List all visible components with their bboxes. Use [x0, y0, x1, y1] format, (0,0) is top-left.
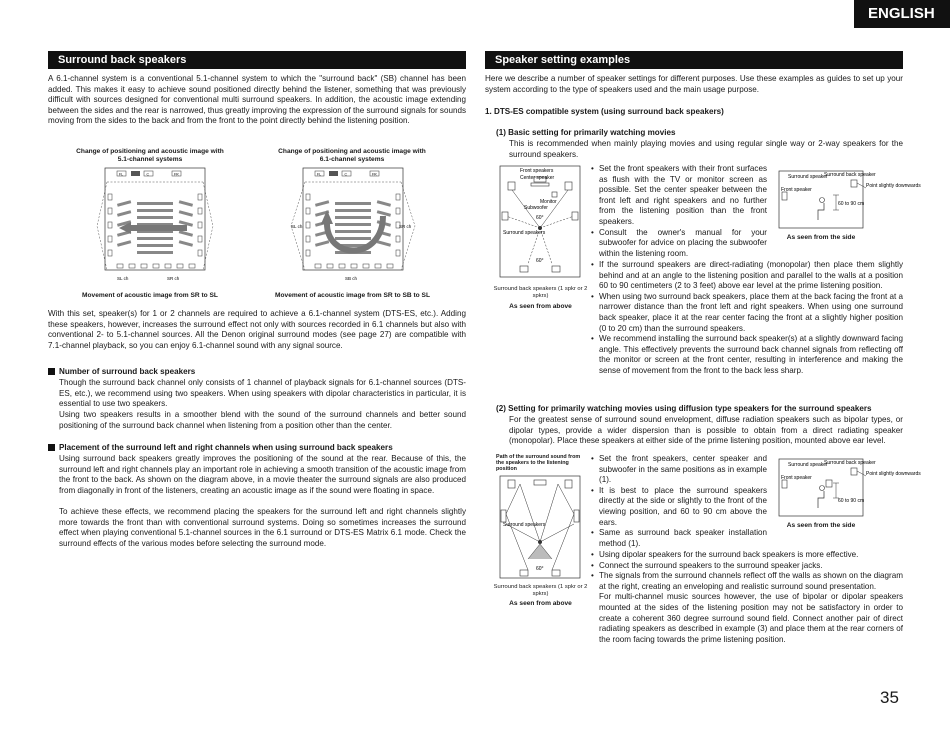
diffusion-bullets-narrow [591, 454, 767, 549]
fig2-caption: Change of positioning and acoustic image with 6.1-channel systems [278, 148, 426, 163]
square-bullet-icon [48, 368, 55, 375]
number-paragraph-2: Using two speakers results in a smoother blend with the sound of the surround channels and better sound positioning of the surround back channel when listening from a position other than the center. [59, 410, 466, 430]
list-item: • If the surround speakers are direct-radiating (monopolar) then place them slightly behind and at an angle to the listening position and parallel to the walls at a position 60 to 90 centimeters (2 to 3 feet) above ear level at the prime listening position. [591, 260, 903, 292]
c-label: C [344, 172, 348, 177]
list-item: • When using two surround back speakers, place them at the back facing the front at a narrower distance than the front left and right speakers. When using one surround back speaker, place it at the rear center facing the front at a slightly higher position (0 to 20 cm) than the surround speakers. [591, 292, 903, 334]
heading-placement [48, 443, 466, 454]
monitor-label: Monitor [540, 199, 557, 205]
diffusion-bullets-wide [591, 550, 903, 645]
d1-seen-from-above: As seen from above [509, 303, 572, 310]
angle-front-label: 60° [536, 215, 544, 221]
left-intro: A 6.1-channel system is a conventional 5.1-channel system to which the "surround back" (SB) channel has been added. This makes it easy to achieve sound positioned directly behind the listener, something that was previously difficult with sources designed for conventional multi surround speakers. In addition, the acoustic image extending between the sides and the rear is narrowed, thus greatly improving the expression of the surround signals for sounds moving from the sides to the back and from the front to the point directly behind the listening position. [48, 74, 466, 126]
list-item: • It is best to place the surround speakers directly at the side or slightly to the front of the viewing position, and 60 to 90 cm above the ears. [591, 486, 767, 528]
theater-diagram-5-1 [95, 166, 215, 288]
fig2-bottom-caption: Movement of acoustic image from SR to SB to SL [275, 292, 430, 299]
side1-surround-back-label: Surround back speaker [824, 172, 876, 178]
heading-number-of-speakers [48, 367, 466, 378]
language-badge: ENGLISH [854, 0, 950, 28]
d2-title: Path of the surround sound from the speakers to the listening position [496, 454, 581, 472]
subheading-diffusion: (2) Setting for primarily watching movies using diffusion type speakers for the surround speakers [496, 404, 872, 413]
angle-back-label: 60° [536, 258, 544, 264]
side-view-diffusion [778, 458, 921, 518]
list-item: • The signals from the surround channels reflect off the walls as shown on the diagram at the right, creating an enveloping and realistic surround sound presentation. [591, 571, 903, 592]
section-title-surround-back: Surround back speakers [48, 51, 466, 69]
list-item: • Using dipolar speakers for the surround back speakers is more effective. [591, 550, 903, 561]
side2-front-label: Front speaker [781, 475, 812, 481]
list-item: • We recommend installing the surround back speaker(s) at a slightly downward facing angle. This effectively prevents the surround back channel signals from reflecting off the monitor or screen at the front center, resulting in interference and making the sense of movement from the front to the back less sharp. [591, 334, 903, 376]
center-speaker-label: Center speaker [520, 175, 555, 181]
basic-bullets-wide [591, 260, 903, 377]
basic-setting-text: This is recommended when mainly playing movies and using regular single way or 2-way speakers for the surround speakers. [509, 139, 903, 159]
subwoofer-label: Subwoofer [524, 205, 548, 211]
fig1-caption: Change of positioning and acoustic image with 5.1-channel systems [76, 148, 224, 163]
side2-surround-back-label: Surround back speaker [824, 460, 876, 466]
list-item: • Consult the owner's manual for your subwoofer for advice on placing the subwoofer within the listening room. [591, 228, 767, 260]
d1-caption: Surround back speakers (1 spkr or 2 spkrs) [493, 286, 588, 299]
d2-seen-from-above: As seen from above [509, 600, 572, 607]
sl-ch-label: SL ch [117, 276, 129, 281]
d2-surround-label: Surround speakers [503, 522, 546, 528]
number-paragraph: Though the surround back channel only consists of 1 channel of playback signals for 6.1-channel sources (DTS-ES, etc.), we recommend using two speakers. When using speakers with dipolar characteristics in particular, it is essential to use two speakers. [59, 378, 466, 409]
subheading-basic-setting: (1) Basic setting for primarily watching movies [496, 128, 676, 137]
basic-bullets-narrow [591, 164, 767, 259]
right-intro: Here we describe a number of speaker settings for different purposes. Use these examples as guides to set up your system according to the type of speakers used and the main usage purpose. [485, 74, 903, 94]
placement-paragraph-2: To achieve these effects, we recommend placing the speakers for the surround left and right channels slightly more towards the front than with conventional surround systems. Doing so sometimes increases the surround effect when playing conventional 5.1-channel sources in the 6.1 surround or DTS-ES Matrix 6.1 mode. Check the surround effects of the various modes before selecting the surround mode. [59, 507, 466, 548]
room-diagram-basic [498, 164, 582, 279]
theater-diagram-6-1 [285, 166, 420, 288]
fl-label: FL [119, 172, 124, 177]
heading-placement-text: Placement of the surround left and right channels when using surround back speakers [59, 443, 393, 452]
heading-number-text: Number of surround back speakers [59, 367, 196, 376]
sb-ch-label: SB ch [345, 276, 358, 281]
sl-ch-label: SL ch [291, 224, 303, 229]
heading-dts-es: 1. DTS-ES compatible system (using surround back speakers) [485, 107, 724, 116]
fr-label: FR [372, 172, 377, 177]
fig1-bottom-caption: Movement of acoustic image from SR to SL [82, 292, 218, 299]
side2-height-label: 60 to 90 cm [838, 498, 865, 504]
side2-seen: As seen from the side [786, 522, 856, 529]
section-title-speaker-examples: Speaker setting examples [485, 51, 903, 69]
side2-surround-label: Surround speaker [788, 462, 828, 468]
list-item: • Set the front speakers with their front surfaces as flush with the TV or monitor screen as possible. Set the center speaker between the front left and right speakers and no further from the listening position than the front speakers. [591, 164, 767, 228]
d2-angle-label: 60° [536, 566, 544, 572]
list-item: • Set the front speakers, center speaker and subwoofer in the same positions as in example (1). [591, 454, 767, 486]
front-speakers-label: Front speakers [520, 168, 554, 174]
fr-label: FR [174, 172, 179, 177]
d2-caption: Surround back speakers (1 spkr or 2 spkrs) [493, 584, 588, 597]
placement-paragraph: Using surround back speakers greatly improves the positioning of the sound at the rear. Because of this, the surround left and right channels play an important role in achieving a smooth transition of the acoustic image from the front to the back. As shown on the diagram above, in a movie theater the surround signals are also produced from diagonally in front of the listeners, creating an acoustic image as if the sound were floating in space. [59, 454, 466, 495]
page-number: 35 [880, 688, 899, 707]
c-label: C [146, 172, 150, 177]
room-diagram-diffusion [498, 474, 582, 580]
surround-speakers-label: Surround speakers [503, 230, 546, 236]
list-item-continuation: For multi-channel music sources however, the use of bipolar or dipolar speakers mounted at the sides of the listening position may not be satisfactory in order to create a coherent 360 degree surround sound field. Connect another pair of direct radiating speakers as described in example (3) and place them at the rear corners of the room facing towards the prime listening position. [599, 592, 903, 644]
side1-downwards-label: Point slightly downwards [866, 183, 921, 189]
square-bullet-icon [48, 444, 55, 451]
list-item: • Connect the surround speakers to the surround speaker jacks. [591, 561, 903, 572]
side1-height-label: 60 to 90 cm [838, 201, 865, 207]
fl-label: FL [317, 172, 322, 177]
diffusion-text: For the greatest sense of surround sound envelopment, diffuse radiation speakers such as bipolar types, or dipolar types, provide a wider dispersion than is possible to obtain from a direct radiating speaker (monopolar). Place these speakers at either side of the prime listening position, mounted above ear level. [509, 415, 903, 446]
left-para-2: With this set, speaker(s) for 1 or 2 channels are required to achieve a 6.1-channel system (DTS-ES, etc.). Adding these speakers, however, increases the surround effect not only with sources recorded in 6.1 channels but also with conventional 2- to 5.1-channel sources. All the Denon original surround modes (see page 27) are compatible with 7.1-channel playback, so you can enjoy 6.1-channel sound with any signal source. [48, 309, 466, 350]
side1-seen: As seen from the side [786, 234, 856, 241]
side1-front-label: Front speaker [781, 187, 812, 193]
sr-ch-label: SR ch [399, 224, 412, 229]
sr-ch-label: SR ch [167, 276, 180, 281]
side-view-basic [778, 170, 921, 230]
side2-downwards-label: Point slightly downwards [866, 471, 921, 477]
side1-surround-label: Surround speaker [788, 174, 828, 180]
list-item: • Same as surround back speaker installation method (1). [591, 528, 767, 549]
